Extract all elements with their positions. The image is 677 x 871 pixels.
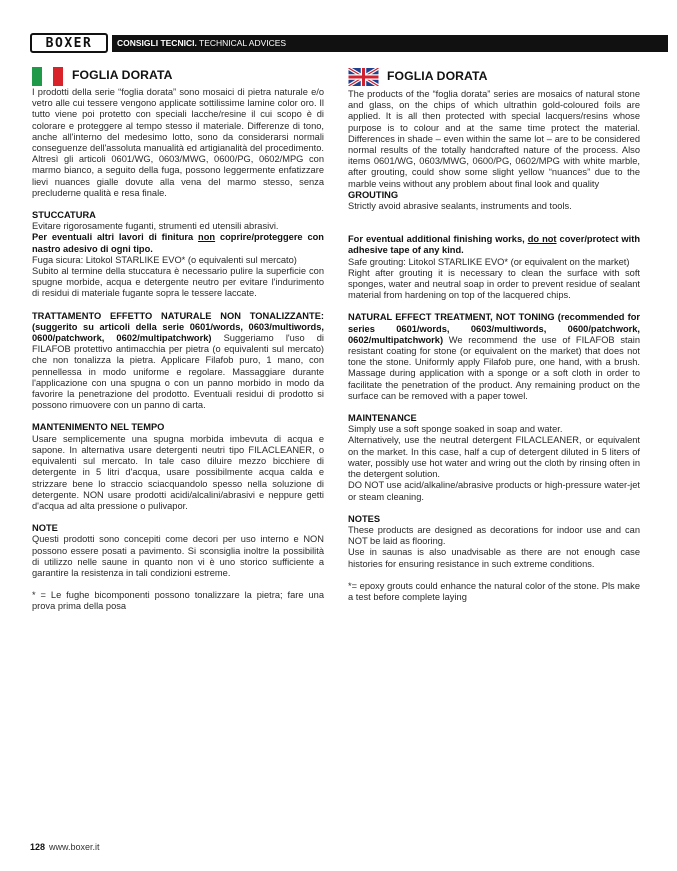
english-grouting-1: Strictly avoid abrasive sealants, instruments and tools. bbox=[348, 201, 572, 212]
uk-flag-icon bbox=[348, 68, 379, 86]
italian-note-heading: NOTE bbox=[32, 523, 58, 534]
english-notes-1: These products are designed as decorations for indoor use and can NOT be laid as flooring. bbox=[348, 524, 640, 547]
italian-maintenance-heading: MANTENIMENTO NEL TEMPO bbox=[32, 422, 165, 433]
english-title: FOGLIA DORATA bbox=[387, 69, 488, 84]
english-maintenance-1: Simply use a soft sponge soaked in soap and water. bbox=[348, 424, 563, 435]
english-grouting-2: For eventual additional finishing works, do not cover/protect with adhesive tape of any kind. bbox=[348, 234, 640, 256]
english-grouting-3: Safe grouting: Litokol STARLIKE EVO* (or equivalent on the market) bbox=[348, 256, 630, 267]
english-intro: The products of the “foglia dorata” series are mosaics of natural stone and glass, on the chips of which ultrathin gold-coloured foils are applied. It is all then protected with special lacquers/resins whose purpose is to colour and at the same time protect the material. Differences in shade – even within the same lot – are to be considered normal results of the totally handcrafted nature of the process. Also items 0601/WG, 0603/MWG, 0600/PG, 0602/MPG with white marble, after grouting, could show some slight yellow “nuances” due to the marble veins without any problem about final look and quality bbox=[348, 89, 640, 189]
english-maintenance-2: Alternatively, use the neutral detergent FILACLEANER, or equivalent on the market. In this case, half a cup of detergent diluted in 5 liters of water, possibly use hot water and wring out the cloth by rinsing often in the detergent solution. bbox=[348, 435, 640, 480]
english-grouting-4: Right after grouting it is necessary to clean the surface with soft sponges, water and neutral soap in order to prevent residue of sealant material from hardening on top of the lacquered chips. bbox=[348, 267, 640, 301]
page-number: 128 bbox=[30, 842, 46, 852]
section-bar bbox=[112, 35, 668, 52]
english-maintenance-3: DO NOT use acid/alkaline/abrasive products or high-pressure water-jet or steam cleaning. bbox=[348, 480, 640, 502]
logo-text: BOXER bbox=[45, 35, 93, 51]
italy-flag-icon bbox=[32, 67, 63, 86]
english-grouting-heading: GROUTING bbox=[348, 189, 399, 200]
english-footnote: *= epoxy grouts could enhance the natural color of the stone. Pls make a test before complete laying bbox=[348, 580, 640, 602]
website-link[interactable]: www.boxer.it bbox=[49, 842, 100, 852]
italian-note-text: Questi prodotti sono concepiti come decori per uso interno e NON possono essere posati a pavimento. Si sconsiglia inoltre la possibilità di utilizzo nelle saune in quanto non vi è uno storico sufficiente a garantire la resistenza in tali condizioni estreme. bbox=[32, 534, 324, 578]
italian-title-row bbox=[32, 66, 324, 86]
italian-grouting-heading: STUCCATURA bbox=[32, 210, 96, 221]
english-maintenance-heading: MAINTENANCE bbox=[348, 413, 417, 424]
english-natural-treatment: NATURAL EFFECT TREATMENT, NOT TONING (recommended for series 0601/words, 0603/multiwords, 0600/patchwork, 0602/multipatchwork) We recommend the use of FILAFOB stain resistant coating for stone (or equivalent on the market) that does not tone the stone. Uniformly apply Filafob pure, one hand, with a brush. Massage during application with a sponge or a soft cloth in order to facilitate the penetration of the product. Any remaining product on the surface can be removed with a paper towel. bbox=[348, 312, 640, 401]
italian-maintenance-text: Usare semplicemente una spugna morbida imbevuta di acqua e sapone. In alternativa usare detergenti neutri tipo FILACLEANER, o equivalenti sul mercato. In tale caso diluire mezzo bicchiere di detergente in 5 litri d'acqua, usare possibilmente acqua calda e strizzare bene lo straccio sciacquandolo spesso nella soluzione di detergente. NON usare prodotti acidi/alcalini/abrasivi e neppure getti d'acqua ad alta pressione o pulivapor. bbox=[32, 433, 324, 511]
italian-grouting-3: Fuga sicura: Litokol STARLIKE EVO* (o equivalenti sul mercato) bbox=[32, 254, 297, 265]
page-footer bbox=[30, 842, 100, 852]
italian-grouting-2: Per eventuali altri lavori di finitura non coprire/proteggere con nastro adesivo di ogni tipo. bbox=[32, 232, 324, 254]
english-notes-2: Use in saunas is also unadvisable as there are not enough case histories for ensuring resistance in such extreme conditions. bbox=[348, 547, 640, 569]
page-header bbox=[30, 33, 668, 55]
italian-grouting-4: Subito al termine della stuccatura è necessario pulire la superficie con spugne morbide, acqua e detergente neutro per evitare l'indurimento di residui di materiale fugante sopra le tessere laccate. bbox=[32, 266, 324, 299]
section-title-rest: TECHNICAL ADVICES bbox=[196, 38, 287, 48]
italian-natural-treatment: TRATTAMENTO EFFETTO NATURALE NON TONALIZZANTE: (suggerito su articoli della serie 0601/words, 0603/multiwords, 0600/patchwork, 0602/multipatchwork) Suggeriamo l'uso di FILAFOB protettivo antimacchia per pietra (o equivalenti sul mercato) che non tonalizza la pietra. Applicare Filafob puro, 1 mano, con pennellessa in modo uniforme e regolare. Massaggiare durante l'applicazione con una spugna o con un panno morbido in modo da favorire la penetrazione del prodotto. Eventuali residui di prodotto si possono rimuovere con un panno di carta. bbox=[32, 310, 324, 411]
italian-column bbox=[32, 66, 324, 613]
english-column bbox=[348, 66, 640, 603]
italian-intro: I prodotti della serie “foglia dorata” sono mosaici di pietra naturale e/o vetro alle cui tessere vengono applicate sottilissime lamine color oro. Il tutto viene poi protetto con speciali lacche/resine il cui scopo è di colorare e proteggere al tempo stesso il materiale. Differenze di tono, anche all'interno del medesimo lotto, sono da considerarsi normali conseguenze dell'assoluta manualità ed artigianalità del procedimento. Altresì gli articoli 0601/WG, 0603/MWG, 0600/PG, 0602/MPG con marmo bianco, a seguito della fuga, possono leggermente enfatizzare lievi nuances gialle dovute alla vena del marmo stesso, senza precluderne qualità e resa finale. bbox=[32, 87, 324, 198]
italian-title: FOGLIA DORATA bbox=[72, 68, 173, 83]
english-notes-heading: NOTES bbox=[348, 513, 381, 524]
english-title-row bbox=[348, 67, 640, 87]
italian-footnote: * = Le fughe bicomponenti possono tonalizzare la pietra; fare una prova prima della posa bbox=[32, 590, 324, 612]
boxer-logo bbox=[30, 33, 108, 53]
italian-grouting-1: Evitare rigorosamente fuganti, strumenti ed utensili abrasivi. bbox=[32, 221, 279, 232]
section-title-bold: CONSIGLI TECNICI. bbox=[117, 38, 197, 48]
